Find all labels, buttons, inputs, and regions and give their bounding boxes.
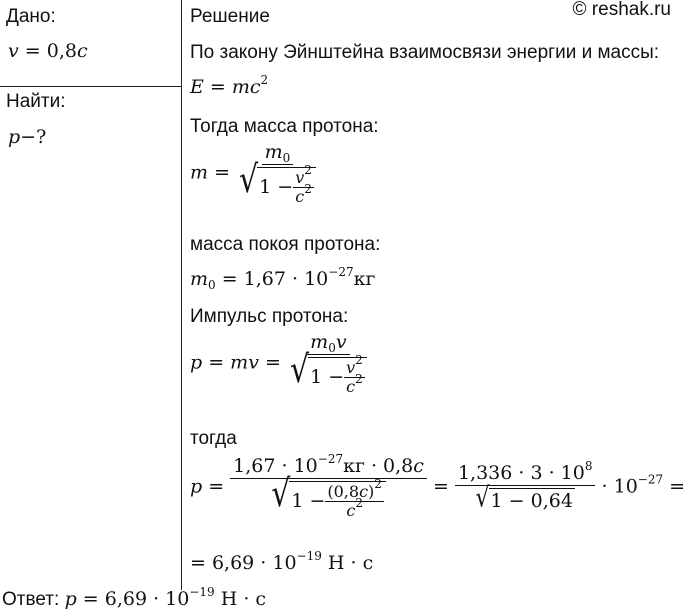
result-formula: = $6,69 \cdot 10^{-19}$ Н · с [190,549,374,574]
answer-line: Ответ: $p = 6,69 \cdot 10^{-19}$ Н · с [2,585,267,610]
momentum-text: Импульс протона: [190,306,349,327]
rest-mass-text: масса покоя протона: [190,234,381,255]
given-value: v = 0,8c [8,40,88,62]
calc-formula: p = $1,67 \cdot 10^{-27}кг \cdot 0,8c$ √ 1 − $\frac{(0,8c)^2}{c^2}$ = $1,336 \cdot 3 \cdot 10^8$ √ 1 − 0,64 · $10^{-27}$ = [190,452,685,520]
law-text: По закону Эйнштейна взаимосвязи энергии и массы: [190,42,660,63]
mass-text: Тогда масса протона: [190,116,379,137]
then-text: тогда [190,428,237,449]
find-value: p−? [8,126,47,148]
find-title: Найти: [6,91,66,112]
column-divider [181,0,182,590]
solution-title: Решение [190,6,270,27]
momentum-formula: p = mv = $m_0v$ √ 1 − $\frac{v^2}{c^2}$ [190,332,370,395]
energy-formula: $E = mc^2$ [190,73,269,98]
given-title: Дано: [6,6,56,27]
given-divider [0,86,181,87]
mass-formula: m = $m_0$ √ 1 − $\frac{v^2}{c^2}$ [190,142,319,205]
rest-mass-formula: $m_0 = 1,67 \cdot 10^{-27}кг$ [190,265,376,292]
watermark: © reshak.ru [572,0,671,20]
